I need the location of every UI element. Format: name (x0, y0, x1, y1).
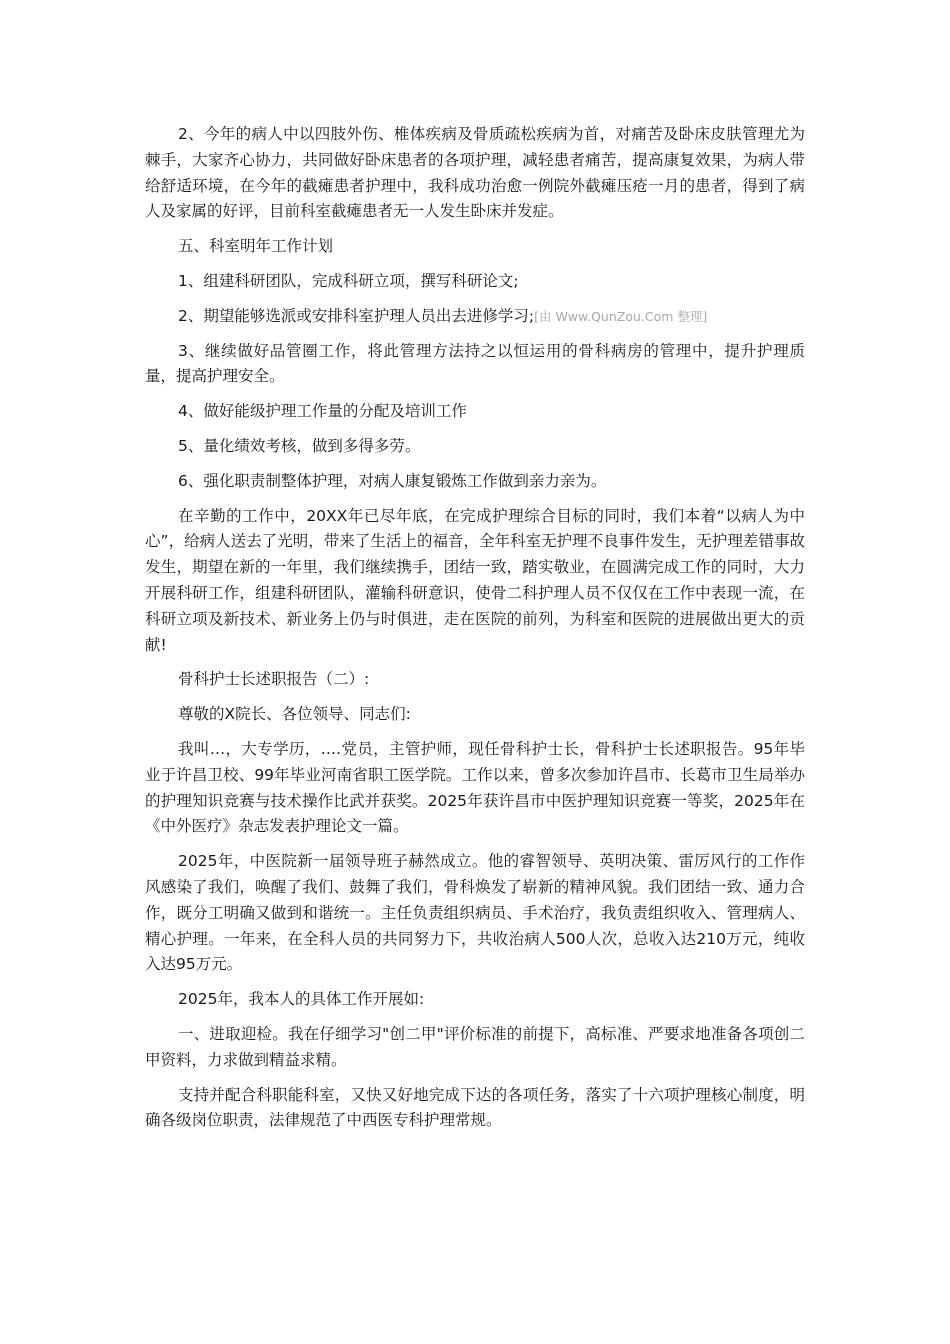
section-heading-plan: 五、科室明年工作计划 (178, 237, 334, 256)
plan-item-2 (145, 304, 805, 330)
document-body (145, 122, 805, 1143)
work-item-1: 一、进取迎检。我在仔细学习"创二甲"评价标准的前提下，高标准、严要求地准备各项创二甲资料，力求做到精益求精。 (145, 1024, 805, 1069)
self-introduction: 我叫…，大专学历，….党员，主管护师，现任骨科护士长，骨科护士长述职报告。95年毕业于许昌卫校、99年毕业河南省职工医学院。工作以来，曾多次参加许昌市、长葛市卫生局举办的护理知识竞赛与技术操作比武并获奖。2025年获许昌市中医护理知识竞赛一等奖，2025年在《中外医疗》杂志发表护理论文一篇。 (145, 739, 805, 836)
hospital-paragraph: 2025年，中医院新一届领导班子赫然成立。他的睿智领导、英明决策、雷厉风行的工作作风感染了我们，唤醒了我们、鼓舞了我们，骨科焕发了崭新的精神风貌。我们团结一致、通力合作，既分工明确又做到和谐统一。主任负责组织病员、手术治疗，我负责组织收入、管理病人、精心护理。一年来，在全科人员的共同努力下，共收治病人500人次，总收入达210万元，纯收入达95万元。 (145, 852, 805, 974)
plan-item-3: 3、继续做好品管圈工作，将此管理方法持之以恒运用的骨科病房的管理中，提升护理质量，提高护理安全。 (145, 341, 805, 386)
plan-item-6: 6、强化职责制整体护理，对病人康复锻炼工作做到亲力亲为。 (178, 471, 607, 490)
watermark-text: [由 Www.QunZou.Com 整理] (534, 308, 708, 324)
support-paragraph: 支持并配合科职能科室，又快又好地完成下达的各项任务，落实了十六项护理核心制度，明确各级岗位职责，法律规范了中西医专科护理常规。 (145, 1085, 805, 1130)
plan-item-2-text: 2、期望能够选派或安排科室护理人员出去进修学习; (178, 306, 535, 325)
salutation: 尊敬的X院长、各位领导、同志们: (178, 705, 411, 724)
summary-paragraph: 在辛勤的工作中，20XX年已尽年底，在完成护理综合目标的同时，我们本着“以病人为中心”，给病人送去了光明，带来了生活上的福音，全年科室无护理不良事件发生，无护理差错事故发生，期望在新的一年里，我们继续携手，团结一致，踏实敬业，在圆满完成工作的同时，大力开展科研工作，组建科研团队，灌输科研意识，使骨二科护理人员不仅仅在工作中表现一流，在科研立项及新技术、新业务上仍与时俱进，走在医院的前列，为科室和医院的进展做出更大的贡献! (145, 506, 805, 654)
work-intro: 2025年，我本人的具体工作开展如: (178, 990, 425, 1009)
report-title: 骨科护士长述职报告（二）: (178, 670, 370, 689)
plan-item-1: 1、组建科研团队，完成科研立项，撰写科研论文; (178, 271, 519, 290)
paragraph-1: 2、今年的病人中以四肢外伤、椎体疾病及骨质疏松疾病为首，对痛苦及卧床皮肤管理尤为棘手，大家齐心协力，共同做好卧床患者的各项护理，减轻患者痛苦，提高康复效果，为病人带给舒适环境，在今年的截瘫患者护理中，我科成功治愈一例院外截瘫压疮一月的患者，得到了病人及家属的好评，目前科室截瘫患者无一人发生卧床并发症。 (145, 125, 805, 221)
plan-item-4: 4、做好能级护理工作量的分配及培训工作 (178, 402, 467, 421)
plan-item-5: 5、量化绩效考核，做到多得多劳。 (178, 436, 421, 455)
